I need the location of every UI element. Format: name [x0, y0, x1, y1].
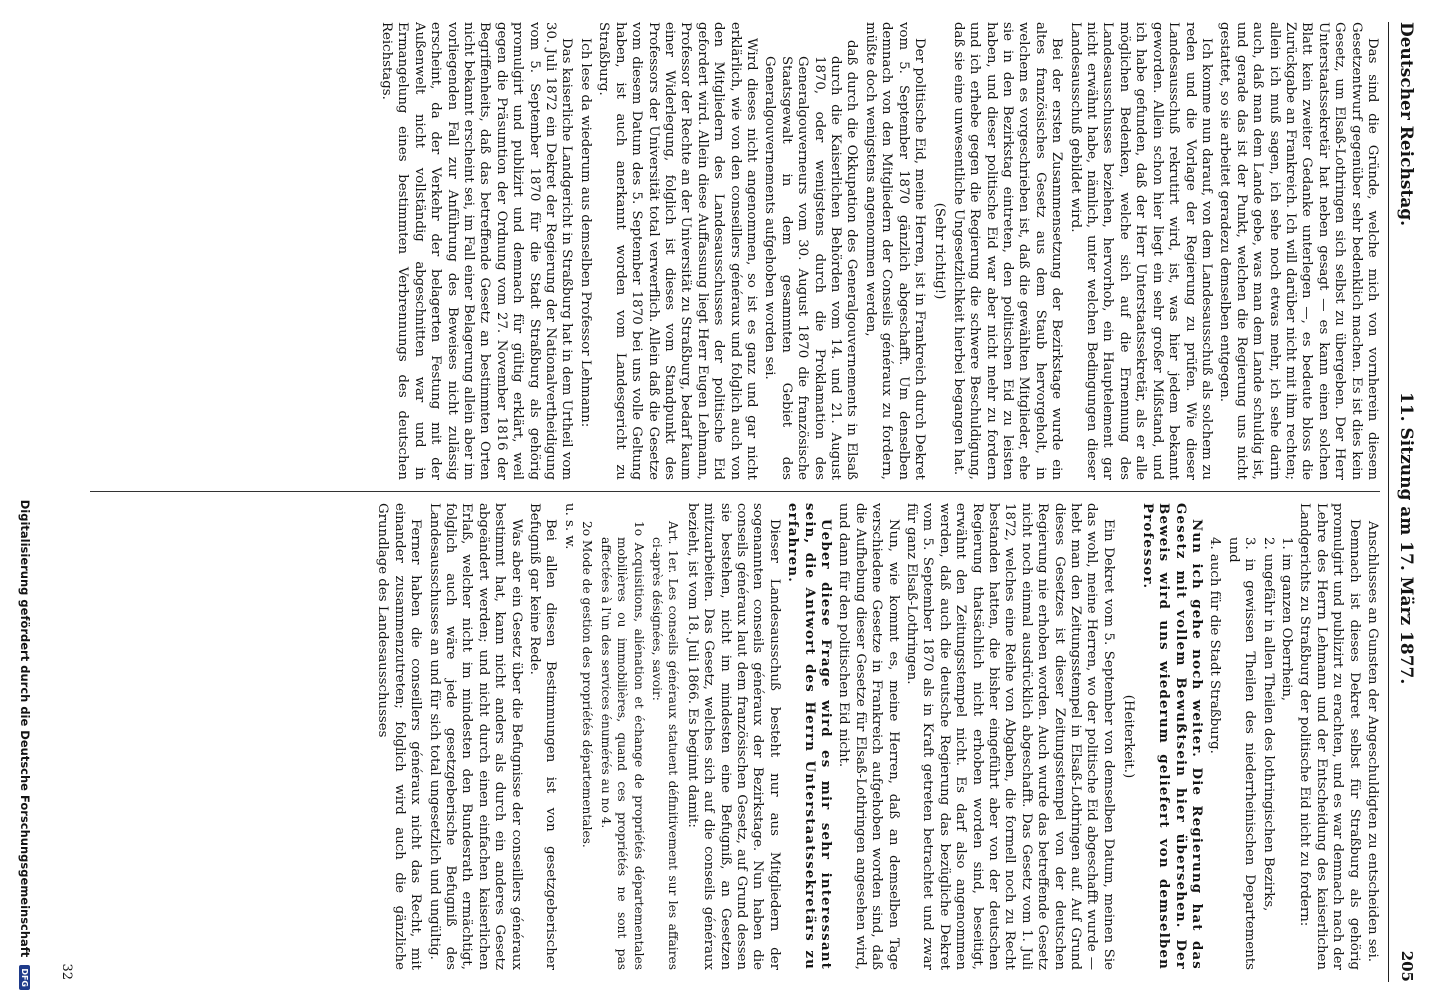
right-paragraph-emphasis: Ueber diese Frage wird es mir sehr interessant sein, die Antwort des Herrn Unterstaatssekretärs zu erfahren. — [785, 503, 833, 970]
header-title: Deutscher Reichstag. — [1396, 22, 1416, 227]
left-paragraph: Der politische Eid, meine Herren, ist in Frankreich durch Dekret vom 5. September 1870 gänzlich abgeschafft. Um denselben demnach von den Mitgliedern der Conseils généraux zu fordern, müßte doch wenigstens angenommen werden, — [862, 22, 928, 480]
right-column — [82, 503, 1380, 970]
digitization-credit — [18, 0, 32, 990]
left-column — [82, 22, 1380, 480]
right-paragraph: Dieser Landesausschuß besteht nur aus Mitgliedern der sogenannten conseils généraux der Bezirkstage. Nun haben die conseils généraux laut dem französischen Gesetz, auf Grund dessen sie bestehen, nicht im mindesten eine Befugniß, an Gesetzen mitzuarbeiten. Das Gesetz, welches sich auf die conseils généraux bezieht, ist vom 18. Juli 1866. Es beginnt damit: — [684, 503, 782, 970]
list-item: 3. in gewissen Theilen des niederrheinischen Departements und — [1225, 537, 1258, 970]
right-paragraph: Ein Dekret vom 5. September von demselben Datum, meinen Sie das wohl, meine Herren, wo der politische Eid abgeschafft wurde — hebt man den Zeitungsstempel in Elsaß-Lothringen auf. Auf Grund dieses Gesetzes ist dieser Zeitungsstempel von der deutschen Regierung nie erhoben worden. Auch wurde das betreffende Gesetz nicht noch einmal ausdrücklich abgeschafft. Das Gesetz vom 1. Juli 1872, welches eine Reihe von Abgaben, die formell noch zu Recht bestanden hatten, die bisher eingeführt aber von der deutschen Regierung thatsächlich nicht erhoben worden sind, beseitigt, erwähnt den Zeitungsstempel nicht. Es darf also angenommen werden, daß auch die deutsche Regierung das bezügliche Dekret vom 5. September 1870 als in Kraft getreten betrachtet und zwar für ganz Elsaß-Lothringen. — [904, 503, 1116, 970]
french-quote: 1o Acquisitions, aliénation et échange de propriétés départementales mobilières ou immobilières, quand ces propriétés ne sont pas affectées à l'un des services énumérés au no 4. — [598, 521, 646, 970]
credit-text: Digitalisierung gefördert durch die Deutsche Forschungsgemeinschaft — [18, 499, 32, 958]
left-paragraph: Bei der ersten Zusammensetzung der Bezirkstage wurde ein altes französisches Gesetz aus dem Staub hervorgeholt, in welchem es vorgeschrieben ist, daß die gewählten Mitglieder, ehe sie in den Bezirkstag eintreten, den politischen Eid zu leisten haben, und dieser politische Eid war aber nicht mehr zu fordern und ich erhebe gegen die Regierung die schwere Beschuldigung, daß sie eine unwesentliche Ungesetzlichkeit hierbei begangen hat. — [950, 22, 1065, 480]
header-rule — [1388, 22, 1389, 982]
numbered-list — [1206, 503, 1294, 970]
french-quote: Art. 1er. Les conseils généraux statuent définitivement sur les affaires ci-après désignées, savoir: — [649, 521, 681, 970]
page-sequence-number: 32 — [59, 963, 74, 980]
right-paragraph: Ferner haben die conseillers généraux nicht das Recht, mit einander zusammenzutreten; folglich wird auch die gänzliche Grundlage des Landesausschusses — [375, 503, 424, 970]
right-paragraph: Anschlusses an Gunsten der Angeschuldigten zu entscheiden sei. — [1365, 521, 1380, 962]
left-paragraph: Das sind die Gründe, welche mich von vornherein diesem Gesetzentwurf gegenüber sehr bedenklich machen. Es ist dies kein Gesetz, um Elsaß-Lothringen sich selbst zu übergeben. Der Herr Unterstaatssekretär hat neben gesagt — es kann einen solchen Blatt kein zweiter Gedanke unterlegen —, es bedeute bloss die Zurückgabe an Frankreich. Ich will darüber nicht mit ihm rechten; allein ich muß sagen, ich sehe noch etwas mehr, ich sehe darin auch, daß man dem Lande gebe, was man dem Lande schuldig ist, und gerade das ist der Punkt, welchen die Regierung uns nicht gestattet, so sie arbeitet geradezu demselben entgegen. — [1217, 22, 1380, 480]
left-paragraph: Das kaiserliche Landgericht in Straßburg hat in dem Urtheil vom 30. Juli 1872 ein Dekret der Regierung der Nationalvertheidigung vom 5. September 1870 für die Stadt Straßburg als gehörig promulgirt und publizirt und demnach für gültig erklärt, weil gegen die Präsumtion der Ordnung vom 27. November 1816 der Begriffenheits, daß das betreffende Gesetz an bestimmten Orten nicht bekannt erscheint sei, im Fall einer Belagerung allein aber im vorliegenden Fall zur Anführung des Beweises nicht zulässig erscheint, da der Verkehr der belagerten Festung mit der Außenwelt nicht vollständig abgeschnitten war und in Ermangelung eines bestimmten Verbrennungs des deutschen Reichstags. — [379, 22, 575, 480]
page-header — [1388, 22, 1420, 982]
column-divider — [90, 491, 1380, 492]
right-paragraph-emphasis: Nun ich gehe noch weiter. Die Regierung hat das Gesetz mit vollem Bewußtsein hier übersehen. Der Beweis wird uns wiederum geliefert von demselben Professor. — [1139, 503, 1204, 970]
right-paragraph: Bei allen diesen Bestimmungen ist von gesetzgeberischer Befugniß gar keine Rede. — [527, 503, 559, 970]
french-quote: 2o Mode de gestion des propriétés départementales. — [580, 521, 595, 848]
right-paragraph: Demnach ist dieses Dekret selbst für Straßburg als gehörig promulgirt und publizirt zu erachten, und es war demnach nach der Lehre des Herrn Lehmann und der Entscheidung des kaiserlichen Landgerichts zu Straßburg der politische Eid nicht zu fordern: — [1297, 503, 1362, 970]
header-session: 11. Sitzung am 17. März 1877. — [1396, 392, 1416, 685]
right-paragraph: Was aber ein Gesetz über die Befugnisse der conseillers généraux bestimmt hat, kann nicht anders als durch ein anderes Gesetz abgeändert werden; und nicht durch einen einfachen kaiserlichen Erlaß, welcher nicht im mindesten den Bundesrath ermächtigt, folglich auch wäre jede gesetzgeberische Befugniß des Landesausschusses an und für sich total ungesetzlich und ungültig. — [426, 503, 524, 970]
right-interjection: (Heiterkeit.) — [1121, 694, 1137, 779]
list-item: 4. auch für die Stadt Straßburg. — [1207, 537, 1223, 754]
left-interjection: (Sehr richtig!) — [932, 202, 948, 300]
header-page-number: 205 — [1398, 950, 1416, 982]
left-quote: daß durch die Okkupation des Generalgouvernements in Elsaß durch die Kaiserlichen Behörden vom 14. und 21. August 1870, oder wenigstens durch die Proklamation des Generalgouverneurs vom 30. August 1870 die französische Staatsgewalt in dem gesammten Gebiet des Generalgouvernements aufgehoben worden sei. — [762, 40, 860, 480]
left-paragraph: Ich lese da wiederum aus demselben Professor Lehmann: — [577, 38, 593, 428]
right-etc: u. s. w. — [561, 503, 577, 550]
list-item: 2. ungefähr in allen Theilen des lothringischen Bezirks, — [1260, 537, 1276, 912]
left-paragraph: Ich komme nun darauf, von dem Landesausschuß als solchem zu reden und die Vorlage der Regierung zu prüfen. Wie dieser Landesausschuß rekrutirt wird, ist, was hier jedem bekannt geworden. Allein schon hier liegt ein sehr großer Mißstand, und ich habe gefunden, daß der Herr Unterstaatssekretär, als er alle möglichen Bedenken, welche sich auf die Ernennung des Landesausschusses beziehen, hervorhob, ein Hauptelement gar nicht erwähnt habe, nämlich, unter welchen Bedingungen dieser Landesausschuß gebildet wird. — [1067, 22, 1214, 480]
dfg-logo-icon: DFG — [19, 965, 30, 990]
left-paragraph: Wird dieses nicht angenommen, so ist es ganz und gar nicht erklärlich, wie von den conseillers généraux und folglich auch von den Mitgliedern des Landesausschusses der politische Eid gefordert wird. Allein diese Auffassung liegt Herr Eugen Lehmann, Professor der Rechte an der Universität zu Straßburg, bedarf kaum einer Widerlegung, folglich ist dieses vom Standpunkt des Professors der Universität total verwerflich. Allein daß die Gesetze vom diesem Datum des 5. September 1870 bei uns volle Geltung haben, ist auch anerkannt worden vom Landesgericht zu Straßburg. — [596, 22, 759, 480]
list-item: 1. im ganzen Oberrhein, — [1278, 537, 1294, 702]
right-paragraph: Nun, wie kommt es, meine Herren, daß an demselben Tage verschiedene Gesetze in Frankreich aufgehoben worden sind, daß die Aufhebung dieser Gesetze für Elsaß-Lothringen angesehen wird, und dann für den politischen Eid nicht. — [836, 503, 901, 970]
